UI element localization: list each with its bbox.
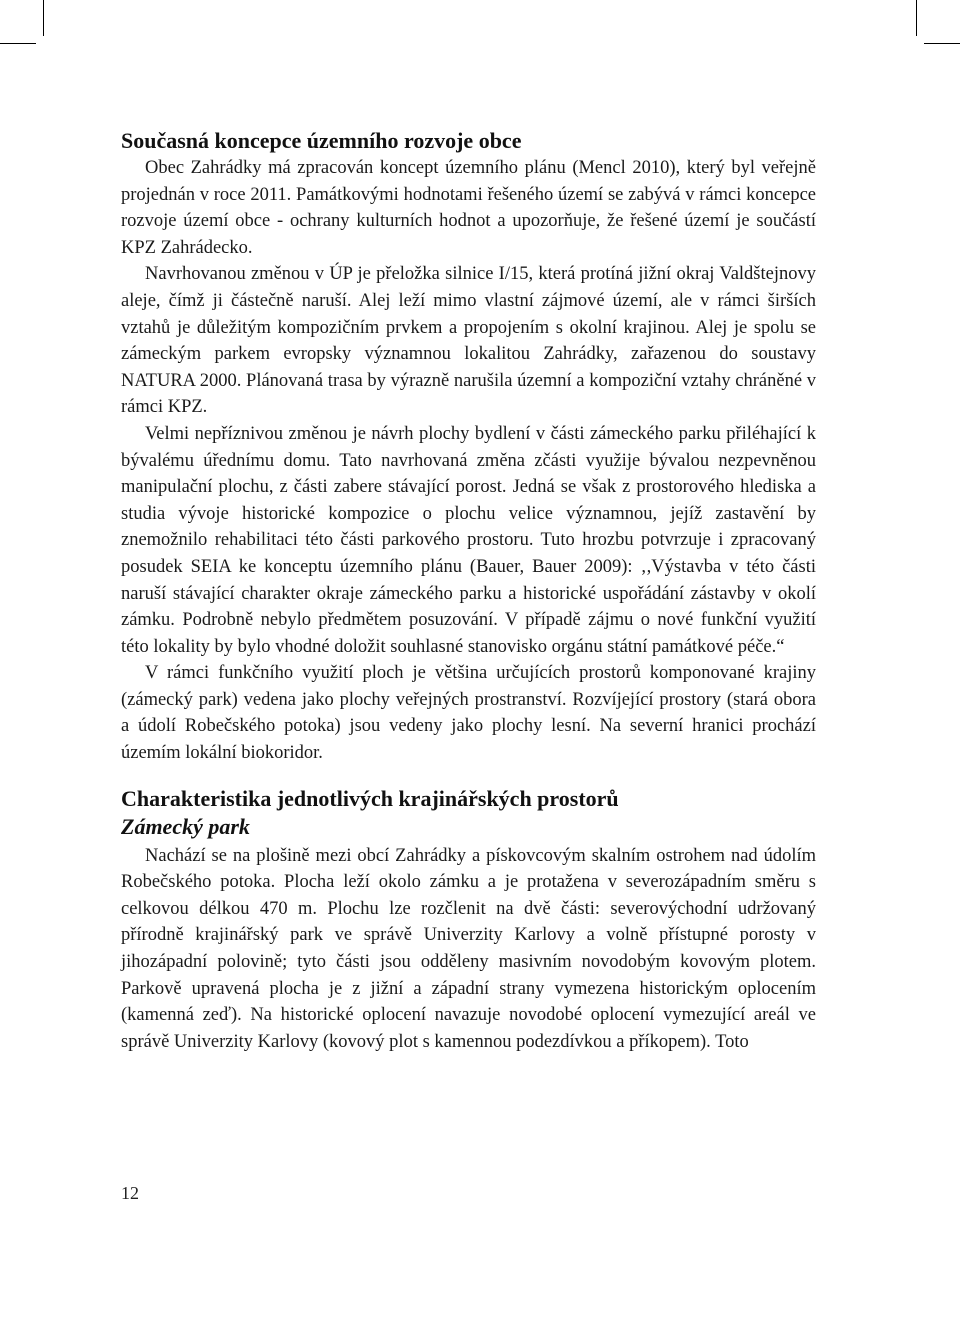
paragraph: Obec Zahrádky má zpracován koncept územního plánu (Mencl 2010), který byl veřejně projednán v roce 2011. Památkovými hodnotami řešeného území se zabývá v rámci koncepce rozvoje území obce - ochrany kulturních hodnot a upozorňuje, že řešené území je součástí KPZ Zahrádecko. (121, 158, 816, 258)
paragraph: Nachází se na plošině mezi obcí Zahrádky a pískovcovým skalním ostrohem nad údolím Robečského potoka. Plocha leží okolo zámku a je protažena v severozápadním směru s celkovou délkou 470 m. Plochu lze rozčlenit na dvě části: severovýchodní udržovaný přírodně krajinářský park ve správě Univerzity Karlovy a volně přístupné porosty v jihozápadní polovině; tyto části jsou odděleny masivním novodobým kovovým plotem. Parkově upravená plocha je z jižní a západní strany vymezena historickým oplocením (kamenná zeď). Na historické oplocení navazuje novodobé oplocení vymezující areál ve správě Univerzity Karlovy (kovový plot s kamennou podezdívkou a příkopem). Toto (121, 845, 816, 1052)
crop-mark-top-right-h (924, 43, 960, 44)
paragraph: V rámci funkčního využití ploch je většina určujících prostorů komponované krajiny (zámecký park) vedena jako plochy veřejných prostranství. Rozvíjející prostory (stará obora a údolí Robečského potoka) jsou vedeny jako plochy lesní. Na severní hranici prochází územím lokální biokoridor. (121, 663, 816, 764)
crop-mark-top-left-v (43, 0, 44, 36)
section-gap (121, 767, 816, 785)
crop-mark-top-left-h (0, 43, 36, 44)
page-body (121, 127, 816, 1055)
section-current-concept (121, 127, 816, 767)
paragraph: Navrhovanou změnou v ÚP je přeložka silnice I/15, která protíná jižní okraj Valdštejnovy aleje, čímž ji částečně naruší. Alej leží mimo vlastní zájmové území, ale v rámci širších vztahů je důležitým kompozičním prvkem a propojením s okolní krajinou. Alej je spolu se zámeckým parkem evropsky významnou lokalitou Zahrádky, zařazenou do soustavy NATURA 2000. Plánovaná trasa by výrazně narušila územní a kompoziční vztahy chráněné v rámci KPZ. (121, 264, 816, 418)
section-landscape-spaces (121, 785, 816, 1056)
crop-mark-top-right-v (916, 0, 917, 36)
subheading: Zámecký park (121, 813, 250, 839)
section-heading: Charakteristika jednotlivých krajinářských prostorů (121, 785, 619, 811)
page-number: 12 (121, 1183, 139, 1203)
section-heading: Současná koncepce územního rozvoje obce (121, 128, 522, 153)
paragraph: Velmi nepříznivou změnou je návrh plochy bydlení v části zámeckého parku přiléhající k bývalému úřednímu domu. Tato navrhovaná změna zčásti využije bývalou nezpevněnou manipulační plochu, z části zabere stávající porost. Jedná se však z prostorového hlediska a studia vývoje historické kompozice o plochu velice významnou, jejíž zastavění by znemožnilo rehabilitaci této části parkového prostoru. Tuto hrozbu potvrzuje i zpracovaný posudek SEIA ke konceptu územního plánu (Bauer, Bauer 2009): ‚,Výstavba v této části naruší stávající charakter okraje zámeckého parku a historické uspořádání zástavby v okolí zámku. Podrobně nebylo předmětem posuzování. V případě zájmu o nové funkční využití této lokality by bylo vhodné doložit souhlasné stanovisko orgánu státní památkové péče.“ (121, 423, 816, 657)
